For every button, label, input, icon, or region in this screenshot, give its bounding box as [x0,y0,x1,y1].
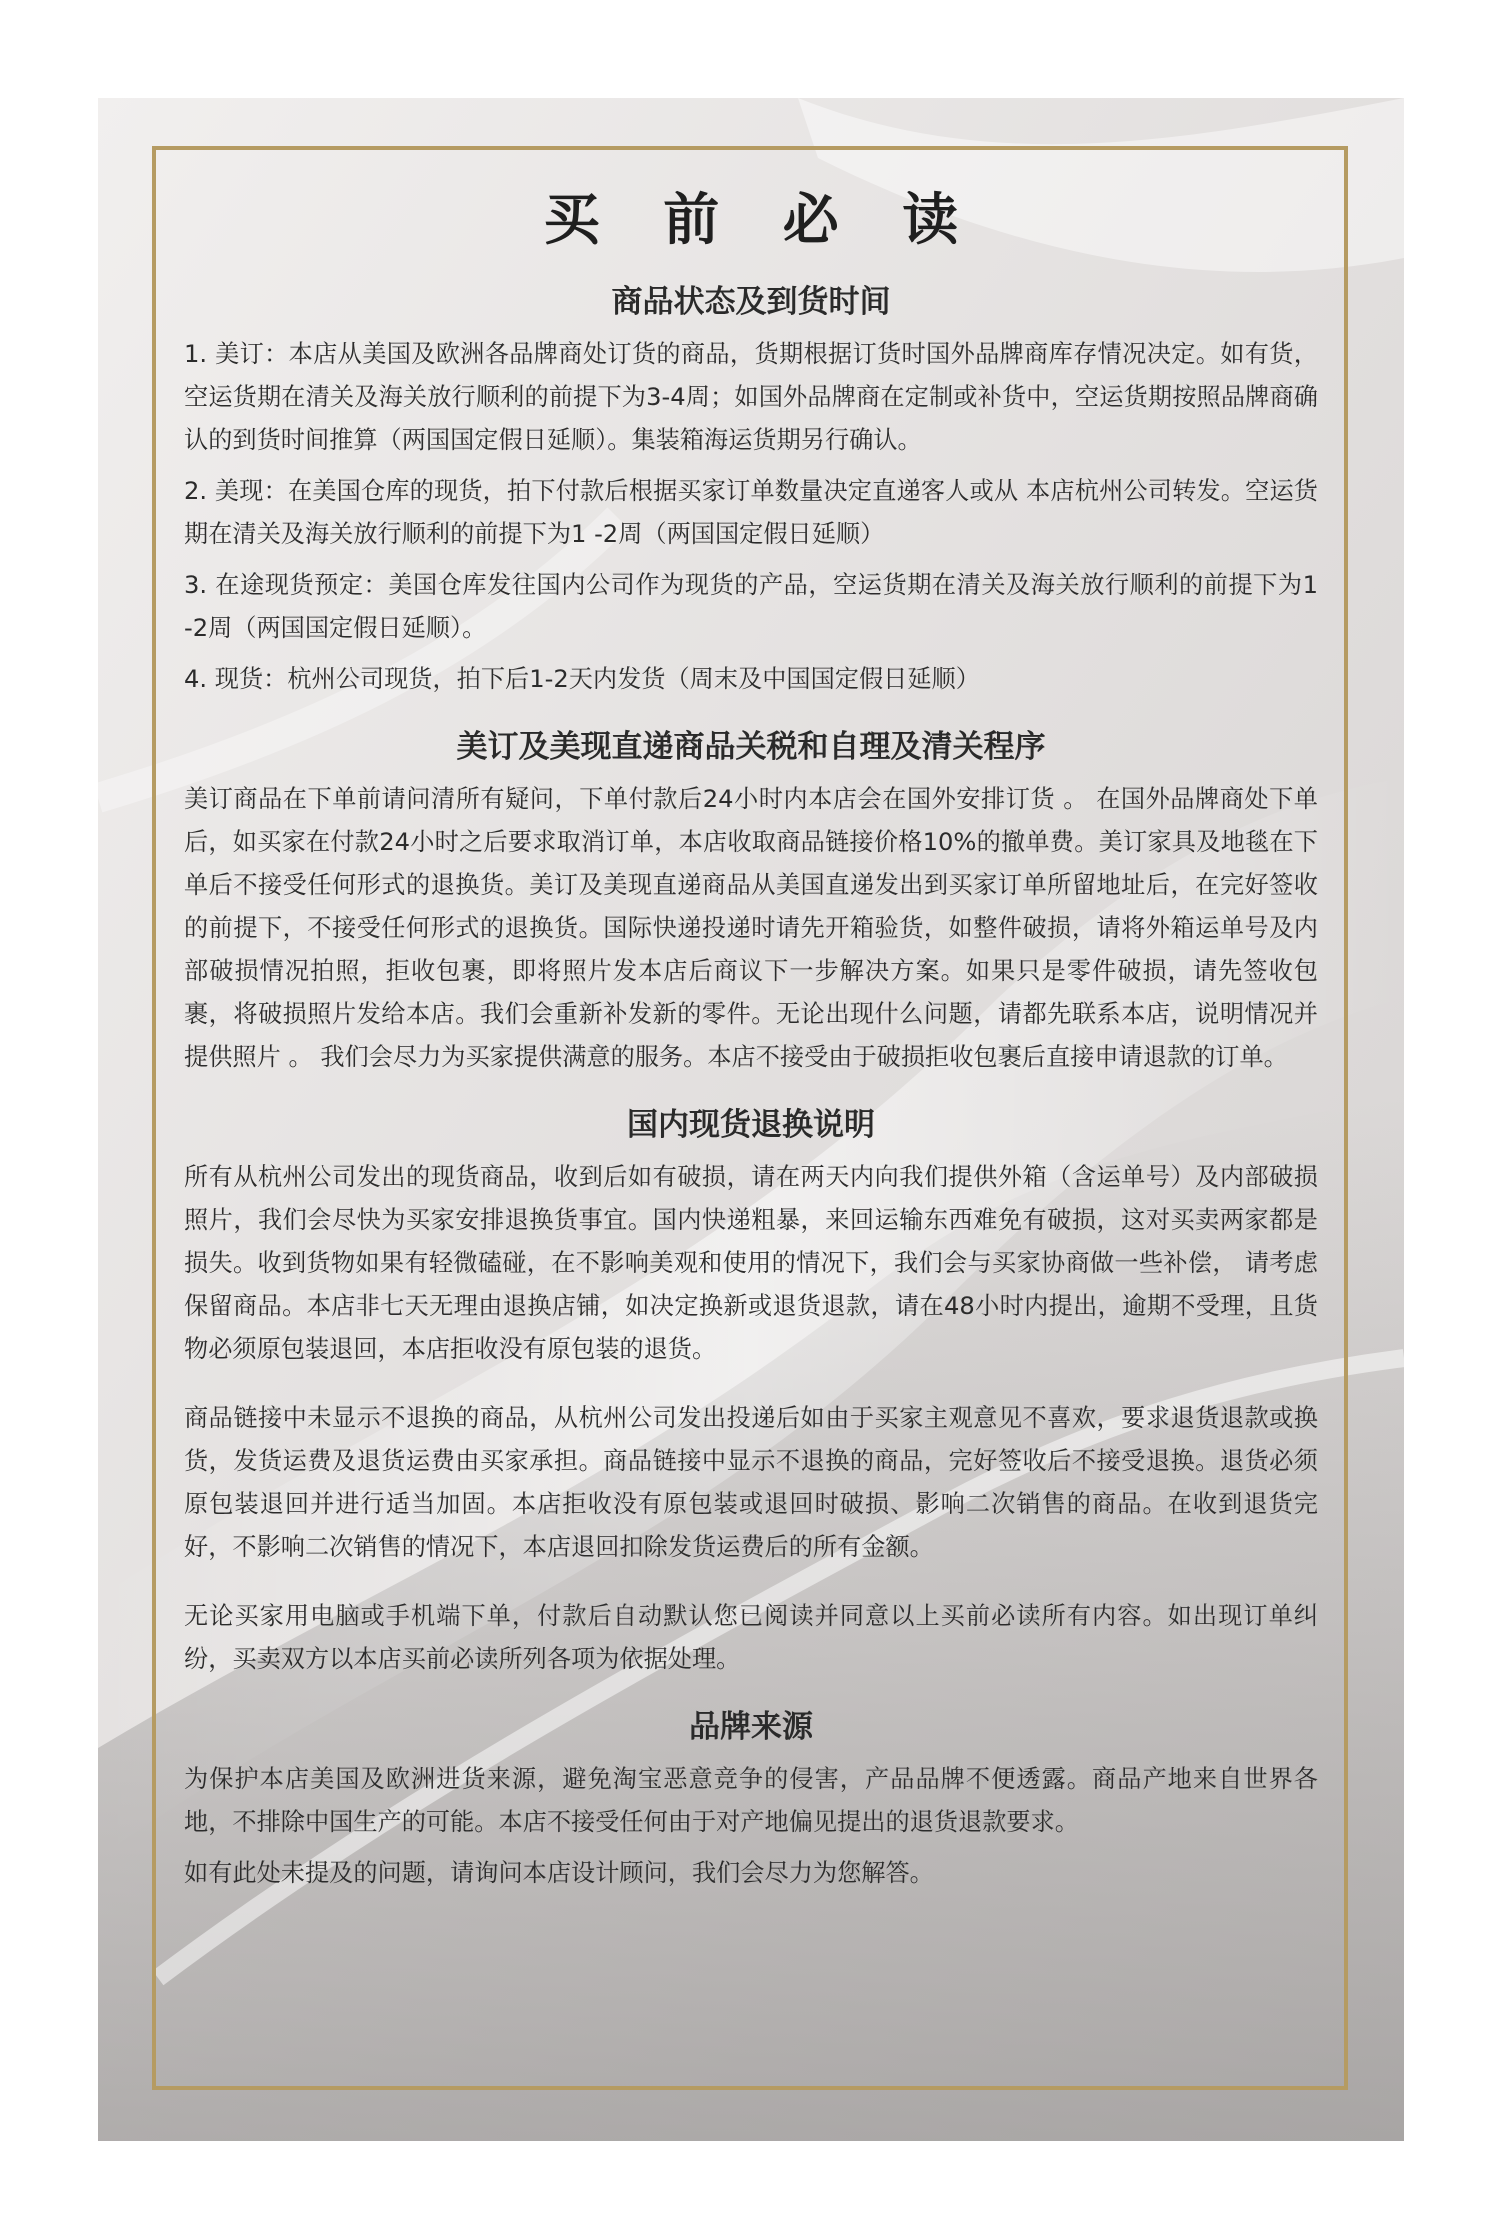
paragraph: 所有从杭州公司发出的现货商品，收到后如有破损，请在两天内向我们提供外箱（含运单号）及内部破损照片，我们会尽快为买家安排退换货事宜。国内快递粗暴，来回运输东西难免有破损，这对买卖两家都是损失。收到货物如果有轻微磕碰，在不影响美观和使用的情况下，我们会与买家协商做一些补偿， 请考虑保留商品。本店非七天无理由退换店铺，如决定换新或退货退款，请在48小时内提出，逾期不受理，且货物必须原包装退回，本店拒收没有原包装的退货。 [184,1163,1318,1363]
paragraph: 3. 在途现货预定：美国仓库发往国内公司作为现货的产品，空运货期在清关及海关放行顺利的前提下为1 -2周（两国国定假日延顺）。 [184,571,1318,642]
section-heading: 品牌来源 [689,1709,813,1745]
section-brand [184,1701,1318,1895]
section-arrival [184,276,1318,701]
section-heading: 国内现货退换说明 [627,1107,875,1143]
paragraph: 4. 现货：杭州公司现货，拍下后1-2天内发货（周末及中国国定假日延顺） [184,665,980,693]
section-returns [184,1099,1318,1681]
paragraph: 1. 美订：本店从美国及欧洲各品牌商处订货的商品，货期根据订货时国外品牌商库存情况决定。如有货，空运货期在清关及海关放行顺利的前提下为3-4周；如国外品牌商在定制或补货中，空运货期按照品牌商确认的到货时间推算（两国国定假日延顺）。集装箱海运货期另行确认。 [184,340,1318,454]
paragraph: 2. 美现：在美国仓库的现货，拍下付款后根据买家订单数量决定直递客人或从 本店杭州公司转发。空运货期在清关及海关放行顺利的前提下为1 -2周（两国国定假日延顺） [184,477,1318,548]
section-customs [184,721,1318,1079]
paragraph: 美订商品在下单前请问清所有疑问，下单付款后24小时内本店会在国外安排订货 。 在国外品牌商处下单后，如买家在付款24小时之后要求取消订单，本店收取商品链接价格10%的撤单费。美订家具及地毯在下单后不接受任何形式的退换货。美订及美现直递商品从美国直递发出到买家订单所留地址后，在完好签收的前提下，不接受任何形式的退换货。国际快递投递时请先开箱验货，如整件破损，请将外箱运单号及内部破损情况拍照，拒收包裹，即将照片发本店后商议下一步解决方案。如果只是零件破损，请先签收包裹，将破损照片发给本店。我们会重新补发新的零件。无论出现什么问题，请都先联系本店，说明情况并提供照片 。 我们会尽力为买家提供满意的服务。本店不接受由于破损拒收包裹后直接申请退款的订单。 [184,785,1318,1071]
paragraph: 商品链接中未显示不退换的商品，从杭州公司发出投递后如由于买家主观意见不喜欢，要求退货退款或换货，发货运费及退货运费由买家承担。商品链接中显示不退换的商品，完好签收后不接受退换。退货必须原包装退回并进行适当加固。本店拒收没有原包装或退回时破损、影响二次销售的商品。在收到退货完好，不影响二次销售的情况下，本店退回扣除发货运费后的所有金额。 [184,1404,1318,1561]
notice-poster [98,98,1404,2141]
paragraph: 如有此处未提及的问题，请询问本店设计顾问，我们会尽力为您解答。 [184,1859,934,1887]
notice-content [184,176,1318,1903]
page-title: 买 前 必 读 [543,188,981,253]
paragraph: 无论买家用电脑或手机端下单，付款后自动默认您已阅读并同意以上买前必读所有内容。如出现订单纠纷，买卖双方以本店买前必读所列各项为依据处理。 [184,1602,1318,1673]
paragraph: 为保护本店美国及欧洲进货来源，避免淘宝恶意竞争的侵害，产品品牌不便透露。商品产地来自世界各地，不排除中国生产的可能。本店不接受任何由于对产地偏见提出的退货退款要求。 [184,1765,1318,1836]
section-heading: 商品状态及到货时间 [611,284,891,320]
section-heading: 美订及美现直递商品关税和自理及清关程序 [456,729,1046,765]
